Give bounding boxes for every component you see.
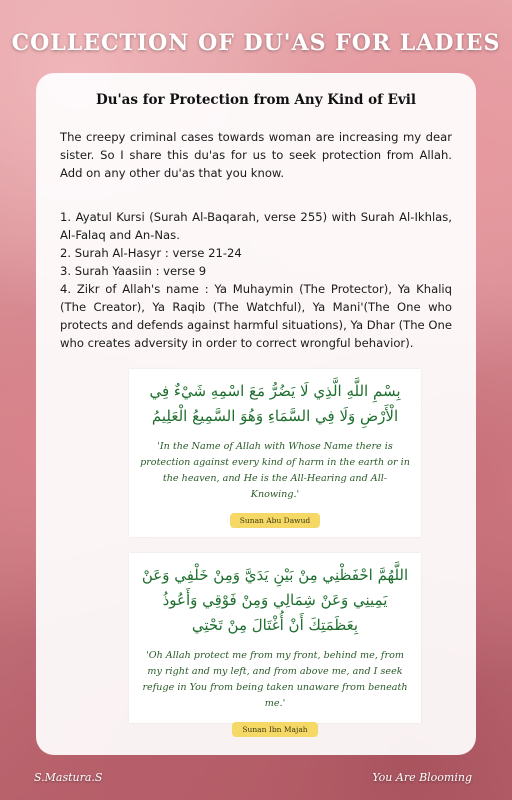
content-card [36,73,476,755]
dua-image-card [129,553,421,734]
translation-text: 'In the Name of Allah with Whose Name there is protection against every kind of harm in the earth or in the heaven, and He is the All-Hearing and All- Knowing.' [140,441,410,500]
tagline: You Are Blooming [372,771,472,784]
dua-image-card [129,369,421,537]
author-credit: S.Mastura.S [34,771,103,784]
card-heading: Du'as for Protection from Any Kind of Evil [96,92,416,108]
page-title: COLLECTION OF DU'AS FOR LADIES [11,30,501,56]
source-badge: Sunan Ibn Majah [232,722,317,737]
arabic-text: بِسْمِ اللَّهِ الَّذِي لَا يَضُرُّ مَعَ اسْمِهِ شَيْءٌ فِي الْأَرْضِ وَلَا فِي السَّمَاءِ وَهُوَ السَّمِيعُ الْعَلِيمُ [149,382,401,425]
source-badge: Sunan Abu Dawud [230,513,320,528]
intro-paragraph: The creepy criminal cases towards woman are increasing my dear sister. So I share this du'as for us to seek protection from Allah. Add on any other du'as that you know. [60,130,452,180]
translation-text: 'Oh Allah protect me from my front, behind me, from my right and my left, and from above me, and I seek refuge in You from being taken unaware from beneath me.' [142,650,408,709]
dua-list [60,208,452,352]
arabic-text: اللَّهُمَّ احْفَظْنِي مِنْ بَيْنِ يَدَيَّ وَمِنْ خَلْفِي وَعَنْ يَمِينِي وَعَنْ شِمَالِي وَمِنْ فَوْقِي وَأَعُوذُ بِعَظَمَتِكَ أَنْ أُغْتَالَ مِنْ تَحْتِي [141,566,409,634]
list-item: 3. Surah Yaasiin : verse 9 [60,264,207,278]
list-item: 2. Surah Al-Hasyr : verse 21-24 [60,246,242,260]
list-item: 1. Ayatul Kursi (Surah Al-Baqarah, verse 255) with Surah Al-Ikhlas, Al-Falaq and An-Nas. [60,210,452,242]
list-item: 4. Zikr of Allah's name : Ya Muhaymin (The Protector), Ya Khaliq (The Creator), Ya Raqib (The Watchful), Ya Mani'(The One who protects and defends against harmful situations), Ya Dhar (The One who creates adversity in order to correct wrongful behavior). [60,282,452,350]
